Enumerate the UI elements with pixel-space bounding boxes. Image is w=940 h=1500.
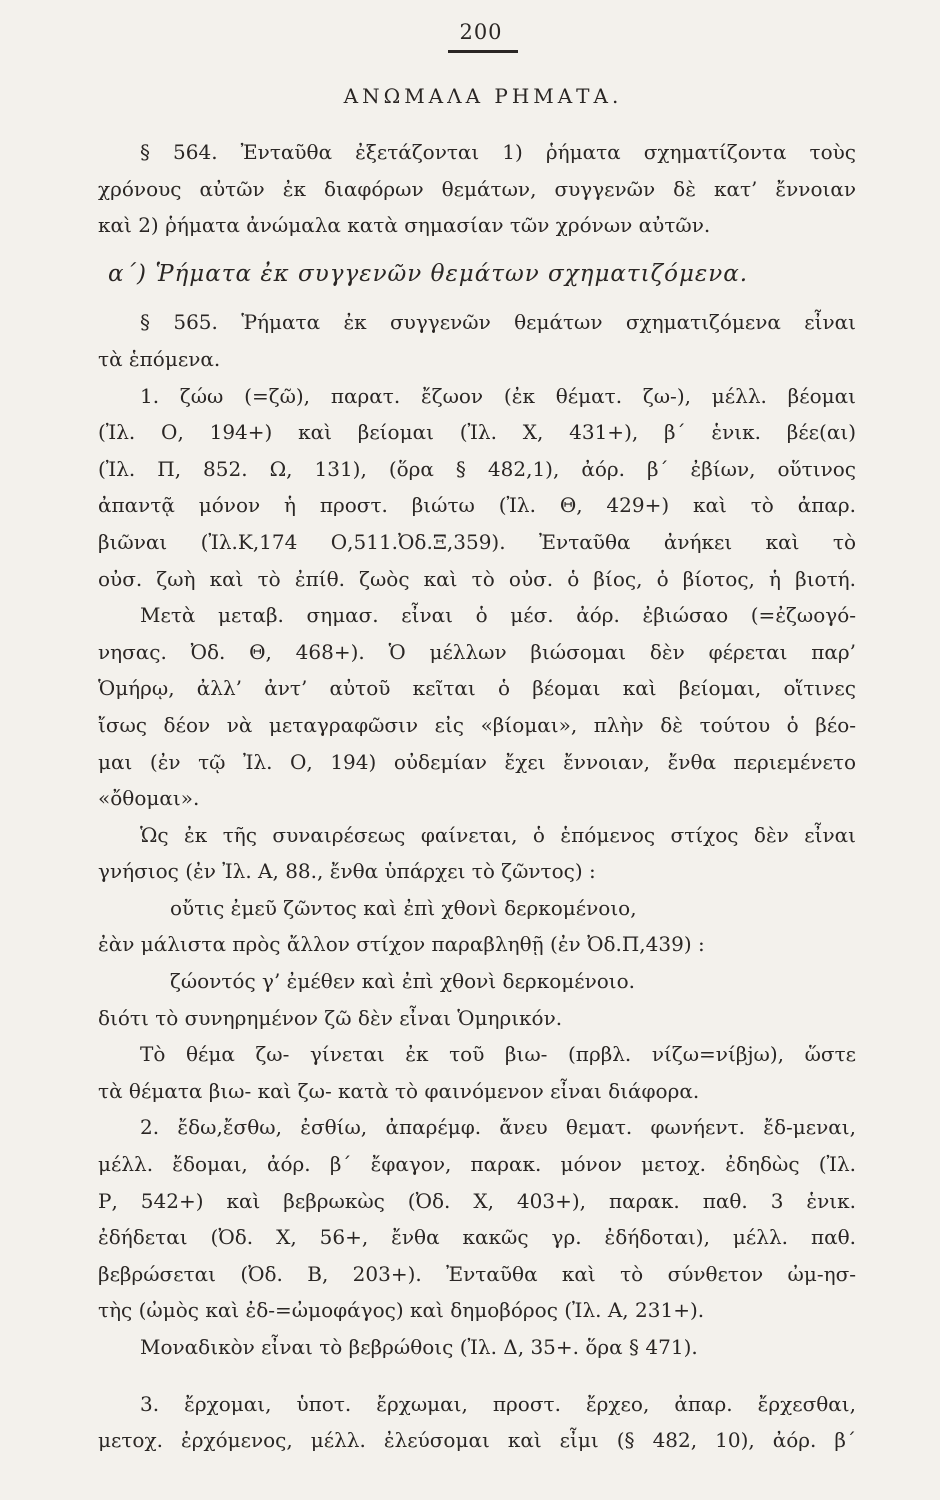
text-line: (Ἰλ. Ο, 194+) καὶ βείομαι (Ἰλ. Χ, 431+), β´ ἑνικ. βέε(αι) — [98, 420, 856, 445]
text-line: 2. ἔδω,ἔσθω, ἐσθίω, ἀπαρέμφ. ἄνευ θεματ. φωνήεντ. ἔδ-μεναι, — [140, 1115, 856, 1140]
text-line: Μετὰ μεταβ. σημασ. εἶναι ὁ μέσ. ἀόρ. ἐβιώσαο (=ἐζωογό- — [140, 603, 856, 628]
text-line: μαι (ἐν τῷ Ἰλ. Ο, 194) οὐδεμίαν ἔχει ἔννοιαν, ἔνθα περιεμένετο — [98, 749, 856, 774]
text-line: διότι τὸ συνηρημένον ζῶ δὲν εἶναι Ὁμηρικόν. — [98, 1005, 563, 1030]
text-line: γνήσιος (ἐν Ἰλ. Α, 88., ἔνθα ὑπάρχει τὸ ζῶντος) : — [98, 859, 596, 884]
text-line: Ρ, 542+) καὶ βεβρωκὼς (Ὀδ. Χ, 403+), παρακ. παθ. 3 ἑνικ. — [98, 1188, 856, 1213]
text-line: βεβρώσεται (Ὀδ. Β, 203+). Ἐνταῦθα καὶ τὸ σύνθετον ὠμ-ησ- — [98, 1261, 856, 1286]
text-line: Ὡς ἐκ τῆς συναιρέσεως φαίνεται, ὁ ἑπόμενος στίχος δὲν εἶναι — [140, 822, 856, 847]
text-line: τὰ ἑπόμενα. — [98, 346, 221, 371]
text-line: βιῶναι (Ἰλ.Κ,174 Ο,511.Ὀδ.Ξ,359). Ἐνταῦθα ἀνήκει καὶ τὸ — [98, 529, 856, 554]
text-line: οὐσ. ζωὴ καὶ τὸ ἐπίθ. ζωὸς καὶ τὸ οὐσ. ὁ βίος, ὁ βίοτος, ἡ βιοτή. — [98, 566, 856, 591]
section-heading: α´) Ῥήματα ἐκ συγγενῶν θεμάτων σχηματιζόμενα. — [108, 260, 749, 287]
header-rule — [448, 50, 518, 53]
text-line: νησας. Ὀδ. Θ, 468+). Ὁ μέλλων βιώσομαι δὲν φέρεται παρ’ — [98, 639, 856, 664]
text-line: § 564. Ἐνταῦθα ἐξετάζονται 1) ῥήματα σχηματίζοντα τοὺς — [140, 140, 856, 164]
text-line: 3. ἔρχομαι, ὑποτ. ἔρχωμαι, προστ. ἔρχεο, ἀπαρ. ἔρχεσθαι, — [140, 1391, 856, 1416]
text-line: Ὁμήρῳ, ἀλλ’ ἀντ’ αὐτοῦ κεῖται ὁ βέομαι καὶ βείομαι, οἵτινες — [98, 676, 856, 701]
page-number: 200 — [459, 20, 503, 44]
verse-line: ζώοντός γ’ ἐμέθεν καὶ ἐπὶ χθονὶ δερκομένοιο. — [170, 969, 636, 994]
text-line: «ὄθομαι». — [98, 786, 200, 811]
text-line: καὶ 2) ῥήματα ἀνώμαλα κατὰ σημασίαν τῶν χρόνων αὐτῶν. — [98, 213, 711, 238]
text-line: Τὸ θέμα ζω- γίνεται ἐκ τοῦ βιω- (πρβλ. νίζω=νίβjω), ὥστε — [140, 1042, 856, 1067]
text-line: μέλλ. ἔδομαι, ἀόρ. β´ ἔφαγον, παρακ. μόνον μετοχ. ἐδηδὼς (Ἰλ. — [98, 1152, 856, 1177]
text-line: μετοχ. ἐρχόμενος, μέλλ. ἐλεύσομαι καὶ εἶμι (§ 482, 10), ἀόρ. β´ — [98, 1428, 856, 1453]
text-line: Μοναδικὸν εἶναι τὸ βεβρώθοις (Ἰλ. Δ, 35+. ὅρα § 471). — [140, 1335, 698, 1359]
text-line: ἐὰν μάλιστα πρὸς ἄλλον στίχον παραβληθῇ (ἐν Ὀδ.Π,439) : — [98, 932, 705, 957]
text-line: τὴς (ὠμὸς καὶ ἐδ-=ὠμοφάγος) καὶ δημοβόρος (Ἰλ. Α, 231+). — [98, 1298, 705, 1323]
text-line: χρόνους αὐτῶν ἐκ διαφόρων θεμάτων, συγγενῶν δὲ κατ’ ἔννοιαν — [98, 176, 856, 201]
running-header: ΑΝΩΜΑΛΑ ΡΗΜΑΤΑ. — [343, 84, 623, 108]
text-line: (Ἰλ. Π, 852. Ω, 131), (ὅρα § 482,1), ἀόρ. β´ ἐβίων, οὕτινος — [98, 456, 856, 481]
text-line: § 565. Ῥήματα ἐκ συγγενῶν θεμάτων σχηματιζόμενα εἶναι — [140, 310, 856, 335]
text-line: 1. ζώω (=ζῶ), παρατ. ἔζωον (ἐκ θέματ. ζω-), μέλλ. βέομαι — [140, 383, 856, 408]
body-text — [98, 134, 856, 1459]
verse-line: οὔτις ἐμεῦ ζῶντος καὶ ἐπὶ χθονὶ δερκομένοιο, — [170, 895, 637, 920]
text-line: ἴσως δέον νὰ μεταγραφῶσιν εἰς «βίομαι», πλὴν δὲ τούτου ὁ βέο- — [98, 712, 856, 737]
text-line: ἀπαντᾷ μόνον ἡ προστ. βιώτω (Ἰλ. Θ, 429+) καὶ τὸ ἀπαρ. — [98, 493, 856, 518]
text-line: ἐδήδεται (Ὀδ. Χ, 56+, ἔνθα κακῶς γρ. ἐδήδοται), μέλλ. παθ. — [98, 1225, 856, 1250]
text-line: τὰ θέματα βιω- καὶ ζω- κατὰ τὸ φαινόμενον εἶναι διάφορα. — [98, 1078, 700, 1103]
